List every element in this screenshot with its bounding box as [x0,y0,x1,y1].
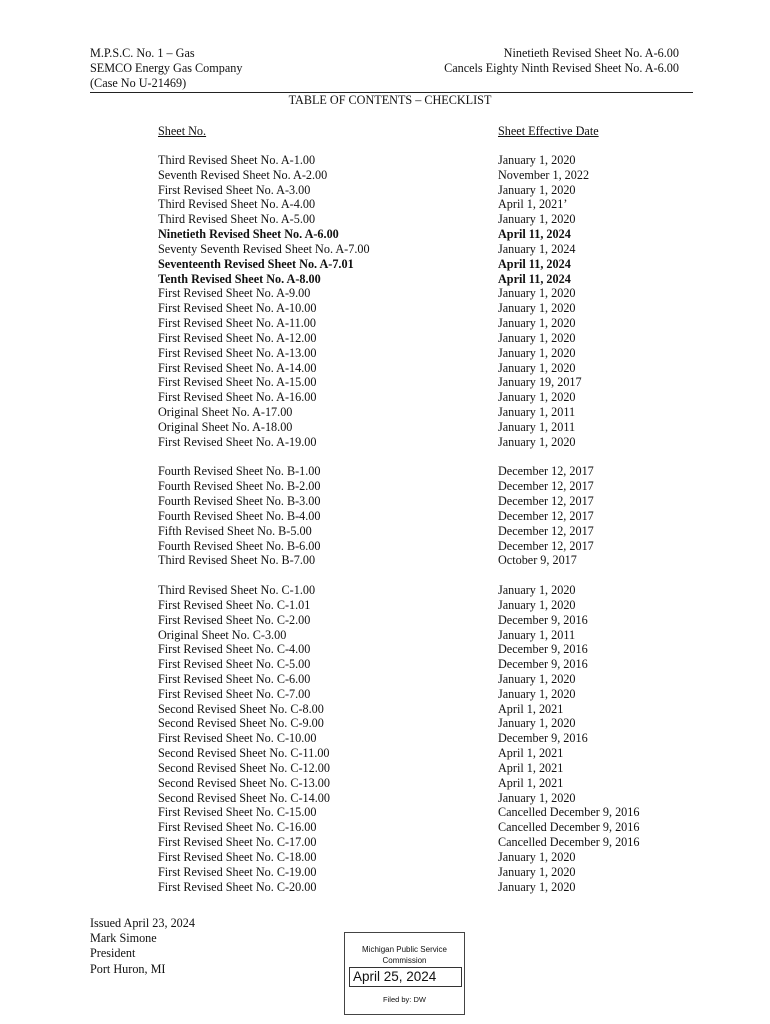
sheet-number-cell: First Revised Sheet No. C-7.00 [158,686,311,701]
sheet-number-cell: First Revised Sheet No. A-9.00 [158,286,311,301]
table-row [158,183,698,198]
sheet-number-cell: Second Revised Sheet No. C-9.00 [158,716,324,731]
effective-date-cell: January 1, 2020 [498,849,576,864]
table-row [158,791,698,806]
effective-date-cell: January 1, 2020 [498,716,576,731]
effective-date-cell: January 1, 2020 [498,671,576,686]
table-row [158,880,698,895]
sheet-number-cell: Third Revised Sheet No. B-7.00 [158,553,316,568]
table-row [158,464,698,479]
table-row [158,316,698,331]
table-row [158,672,698,687]
table-row [158,865,698,880]
effective-date-cell: December 12, 2017 [498,464,594,479]
effective-date-cell: April 11, 2024 [498,227,571,242]
header-right-block [444,46,679,76]
table-row [158,272,698,287]
table-row [158,746,698,761]
sheet-number-cell: Original Sheet No. C-3.00 [158,627,287,642]
sheet-number-cell: Fourth Revised Sheet No. B-3.00 [158,494,321,509]
sheet-number-cell: First Revised Sheet No. C-19.00 [158,864,317,879]
table-row [158,331,698,346]
sheet-number-cell: First Revised Sheet No. C-16.00 [158,820,317,835]
table-row [158,479,698,494]
effective-date-cell: January 1, 2024 [498,241,576,256]
effective-date-cell: Cancelled December 9, 2016 [498,835,640,850]
header-rate-book: M.P.S.C. No. 1 – Gas [90,46,195,60]
effective-date-cell: December 12, 2017 [498,538,594,553]
sheet-number-cell: First Revised Sheet No. C-10.00 [158,731,317,746]
sheet-number-cell: Seventy Seventh Revised Sheet No. A-7.00 [158,241,370,256]
sheet-number-cell: First Revised Sheet No. A-19.00 [158,434,317,449]
sheet-number-cell: Third Revised Sheet No. A-4.00 [158,197,316,212]
effective-date-cell: January 1, 2020 [498,434,576,449]
filing-stamp [344,932,465,1015]
issuer-title: President [90,946,136,961]
sheet-number-cell: First Revised Sheet No. C-15.00 [158,805,317,820]
sheet-number-cell: First Revised Sheet No. C-20.00 [158,879,317,894]
sheet-number-cell: First Revised Sheet No. C-1.01 [158,597,311,612]
sheet-number-cell: First Revised Sheet No. A-10.00 [158,301,317,316]
table-row [158,375,698,390]
table-row [158,524,698,539]
table-row [158,628,698,643]
table-row [158,405,698,420]
checklist-table [158,153,698,894]
sheet-number-cell: First Revised Sheet No. C-18.00 [158,849,317,864]
table-row [158,642,698,657]
header-company: SEMCO Energy Gas Company [90,61,243,75]
table-row [158,509,698,524]
table-row [158,716,698,731]
table-row [158,212,698,227]
table-row [158,553,698,568]
sheet-number-cell: Fourth Revised Sheet No. B-6.00 [158,538,321,553]
stamp-org-line: Michigan Public Service [362,945,447,954]
table-row [158,301,698,316]
issuer-name: Mark Simone [90,931,157,946]
sheet-number-cell: First Revised Sheet No. C-2.00 [158,612,311,627]
effective-date-cell: December 12, 2017 [498,479,594,494]
effective-date-cell: January 1, 2020 [498,879,576,894]
effective-date-cell: January 1, 2020 [498,864,576,879]
column-header-date: Sheet Effective Date [498,124,599,138]
header-sheet-number: Ninetieth Revised Sheet No. A-6.00 [503,46,679,60]
issued-block [90,916,195,977]
sheet-number-cell: First Revised Sheet No. A-14.00 [158,360,317,375]
effective-date-cell: January 1, 2020 [498,212,576,227]
effective-date-cell: January 1, 2020 [498,301,576,316]
table-row [158,805,698,820]
sheet-number-cell: Second Revised Sheet No. C-8.00 [158,701,324,716]
table-row [158,494,698,509]
sheet-number-cell: First Revised Sheet No. C-6.00 [158,671,311,686]
table-row [158,227,698,242]
sheet-number-cell: First Revised Sheet No. A-15.00 [158,375,317,390]
table-row [158,286,698,301]
sheet-number-cell: Second Revised Sheet No. C-14.00 [158,790,330,805]
sheet-number-cell: Original Sheet No. A-18.00 [158,419,293,434]
table-row [158,168,698,183]
effective-date-cell: April 11, 2024 [498,256,571,271]
effective-date-cell: December 9, 2016 [498,612,588,627]
stamp-org-line: Commission [382,956,427,965]
table-row [158,346,698,361]
sheet-number-cell: Second Revised Sheet No. C-13.00 [158,775,330,790]
issuer-location: Port Huron, MI [90,961,166,976]
effective-date-cell: January 1, 2020 [498,390,576,405]
page-title: TABLE OF CONTENTS – CHECKLIST [288,93,492,107]
effective-date-cell: April 1, 2021 [498,775,564,790]
sheet-number-cell: First Revised Sheet No. A-3.00 [158,182,311,197]
effective-date-cell: January 1, 2020 [498,790,576,805]
effective-date-cell: November 1, 2022 [498,167,590,182]
effective-date-cell: December 9, 2016 [498,657,588,672]
sheet-number-cell: Second Revised Sheet No. C-12.00 [158,760,330,775]
group-spacer [158,450,698,465]
table-row [158,776,698,791]
table-row [158,257,698,272]
effective-date-cell: January 1, 2020 [498,345,576,360]
sheet-number-cell: Fourth Revised Sheet No. B-1.00 [158,464,321,479]
table-row [158,657,698,672]
sheet-number-cell: Third Revised Sheet No. A-1.00 [158,153,316,167]
effective-date-cell: January 1, 2020 [498,330,576,345]
table-row [158,687,698,702]
table-row [158,761,698,776]
table-row [158,835,698,850]
sheet-number-cell: First Revised Sheet No. C-17.00 [158,835,317,850]
effective-date-cell: Cancelled December 9, 2016 [498,820,640,835]
effective-date-cell: December 9, 2016 [498,731,588,746]
effective-date-cell: January 1, 2011 [498,419,576,434]
header-case-number: (Case No U-21469) [90,76,187,90]
sheet-number-cell: First Revised Sheet No. C-4.00 [158,642,311,657]
effective-date-cell: January 1, 2020 [498,597,576,612]
effective-date-cell: April 11, 2024 [498,271,571,286]
sheet-number-cell: Fourth Revised Sheet No. B-4.00 [158,508,321,523]
sheet-number-cell: Third Revised Sheet No. A-5.00 [158,212,316,227]
sheet-number-cell: First Revised Sheet No. A-13.00 [158,345,317,360]
effective-date-cell: April 1, 2021 [498,701,564,716]
issued-date: Issued April 23, 2024 [90,916,195,930]
effective-date-cell: January 19, 2017 [498,375,582,390]
effective-date-cell: January 1, 2020 [498,286,576,301]
stamp-filed-by: Filed by: DW [383,995,426,1004]
sheet-number-cell: Original Sheet No. A-17.00 [158,405,293,420]
effective-date-cell: December 12, 2017 [498,494,594,509]
effective-date-cell: April 1, 2021 [498,760,564,775]
group-spacer [158,568,698,583]
effective-date-cell: January 1, 2020 [498,153,576,167]
stamp-date: April 25, 2024 [349,967,462,987]
effective-date-cell: Cancelled December 9, 2016 [498,805,640,820]
sheet-number-cell: First Revised Sheet No. A-11.00 [158,316,316,331]
stamp-organization [345,944,464,966]
table-row [158,242,698,257]
table-row [158,539,698,554]
sheet-number-cell: First Revised Sheet No. C-5.00 [158,657,311,672]
effective-date-cell: January 1, 2020 [498,360,576,375]
effective-date-cell: January 1, 2020 [498,316,576,331]
effective-date-cell: December 9, 2016 [498,642,588,657]
table-row [158,613,698,628]
effective-date-cell: December 12, 2017 [498,508,594,523]
sheet-number-cell: Seventh Revised Sheet No. A-2.00 [158,167,328,182]
effective-date-cell: January 1, 2011 [498,405,576,420]
table-row [158,153,698,168]
effective-date-cell: October 9, 2017 [498,553,577,568]
table-row [158,390,698,405]
effective-date-cell: January 1, 2020 [498,182,576,197]
table-row [158,850,698,865]
effective-date-cell: January 1, 2020 [498,583,576,598]
table-row [158,361,698,376]
table-row [158,420,698,435]
effective-date-cell: January 1, 2011 [498,627,576,642]
table-row [158,702,698,717]
effective-date-cell: April 1, 2021 [498,746,564,761]
sheet-number-cell: First Revised Sheet No. A-16.00 [158,390,317,405]
sheet-number-cell: Fourth Revised Sheet No. B-2.00 [158,479,321,494]
header-cancels-sheet: Cancels Eighty Ninth Revised Sheet No. A-6.00 [444,61,679,75]
sheet-number-cell: First Revised Sheet No. A-12.00 [158,330,317,345]
header-left-block [90,46,242,91]
table-row [158,820,698,835]
sheet-number-cell: Third Revised Sheet No. C-1.00 [158,583,316,598]
effective-date-cell: April 1, 2021’ [498,197,568,212]
effective-date-cell: January 1, 2020 [498,686,576,701]
sheet-number-cell: Second Revised Sheet No. C-11.00 [158,746,330,761]
sheet-number-cell: Tenth Revised Sheet No. A-8.00 [158,271,321,286]
table-row [158,583,698,598]
column-header-sheet: Sheet No. [158,124,207,138]
effective-date-cell: December 12, 2017 [498,523,594,538]
table-row [158,598,698,613]
sheet-number-cell: Seventeenth Revised Sheet No. A-7.01 [158,256,354,271]
sheet-number-cell: Ninetieth Revised Sheet No. A-6.00 [158,227,339,242]
table-row [158,435,698,450]
table-row [158,197,698,212]
sheet-number-cell: Fifth Revised Sheet No. B-5.00 [158,523,312,538]
table-row [158,731,698,746]
